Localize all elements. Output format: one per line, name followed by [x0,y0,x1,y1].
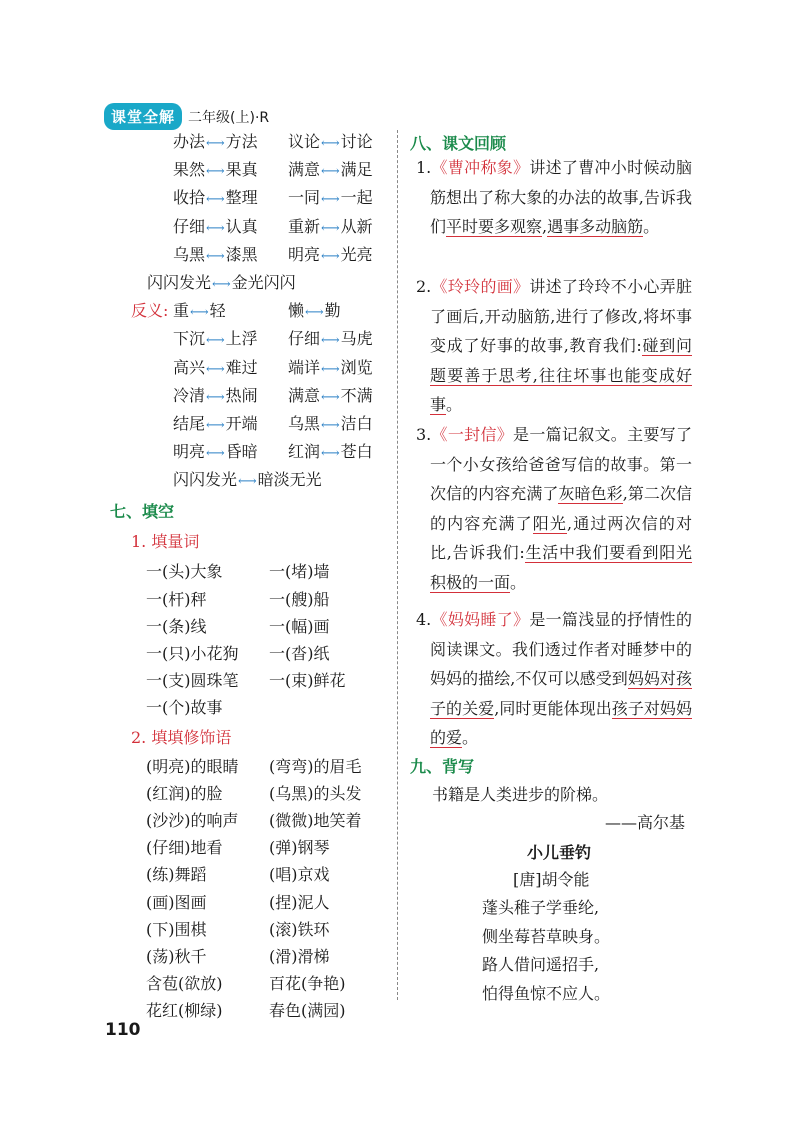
word: 冷清 [173,385,206,405]
word: 从新 [340,216,373,236]
fill-blank-item: 一(条)线 [146,616,207,636]
quote-text: 书籍是人类进步的阶梯。 [432,785,609,804]
review-item-1 [416,153,692,242]
grade-label: 二年级(上)·R [188,109,270,126]
antonym-label: 反义: [131,301,169,321]
fill-blank-item: (沙沙)的响声 [146,811,239,830]
word: 仔细 [173,216,206,236]
review-text: 是一篇浅显的抒情性的阅读课文。我们透过作者对睡梦中的妈妈的描绘,不仅可以感受到 [430,610,692,689]
section-8-title: 八、课文回顾 [410,134,507,153]
word-pair [288,439,373,462]
poem-line: 侧坐莓苔草映身。 [482,926,611,946]
word: 整理 [225,188,258,208]
fill-blank-item: 一(只)小花狗 [146,644,239,663]
word-pair [173,467,322,490]
word: 乌黑 [173,244,206,264]
fill-blank-item: (画)图画 [146,892,207,912]
word: 难过 [225,357,258,377]
poem-line: 怕得鱼惊不应人。 [482,983,611,1003]
review-num: 4. [416,610,432,629]
double-arrow-icon: ⟷ [321,192,340,208]
word: 懒 [288,301,305,321]
double-arrow-icon: ⟷ [206,136,225,151]
fill-blank-item: (明亮)的眼睛 [146,756,239,776]
double-arrow-icon: ⟷ [238,474,257,490]
word: 满意 [288,160,321,180]
double-arrow-icon: ⟷ [206,389,225,405]
double-arrow-icon: ⟷ [206,361,225,377]
word: 重 [173,301,190,321]
word-pair [288,326,373,349]
word-pair [173,185,258,208]
word: 洁白 [340,414,373,433]
word: 苍白 [340,442,373,462]
word-pair [147,270,296,293]
section-7-title: 七、填空 [110,502,175,522]
fill-blank-item: (练)舞蹈 [146,865,207,885]
double-arrow-icon: ⟷ [321,418,340,433]
word-pair [288,411,373,434]
review-item-2 [416,272,692,420]
fill-blank-item: (弹)钢琴 [269,838,330,858]
fill-blank-item: 一(堵)墙 [269,562,330,582]
lesson-title: 《妈妈睡了》 [431,610,530,629]
quote-author: ——高尔基 [605,813,686,832]
double-arrow-icon: ⟷ [206,164,225,180]
double-arrow-icon: ⟷ [206,418,225,433]
word: 下沉 [173,329,206,349]
review-text: , [542,217,548,237]
review-item-3 [416,420,692,598]
word: 果然 [173,160,206,180]
fill-blank-item: (仔细)地看 [146,838,223,858]
lesson-title: 《曹冲称象》 [431,158,530,177]
fill-blank-item: 一(艘)船 [269,589,330,609]
word: 马虎 [340,329,373,349]
double-arrow-icon: ⟷ [321,220,340,236]
word: 上浮 [225,329,258,349]
fill-blank-item: 一(沓)纸 [269,644,330,663]
word: 轻 [209,301,226,321]
double-arrow-icon: ⟷ [321,333,340,349]
word: 勤 [324,301,341,321]
series-logo: 课堂全解 [104,103,182,130]
fill-blank-item: 一(头)大象 [146,562,223,582]
fill-blank-item: 春色(满园) [269,1001,346,1021]
answer-underline: 孩子对妈妈的爱 [430,698,692,748]
fill-blank-item: 一(个)故事 [146,698,223,718]
word-pair [288,355,373,378]
word: 明亮 [288,244,321,264]
word-pair [173,355,258,378]
double-arrow-icon: ⟷ [305,305,324,321]
word: 浏览 [340,357,373,377]
word: 明亮 [173,442,206,462]
word-pair [288,185,373,208]
review-num: 3. [416,425,432,444]
word-pair [173,157,258,180]
page-header [104,103,269,130]
word: 认真 [225,216,258,236]
fill-blank-item: (荡)秋千 [146,947,207,966]
word: 果真 [225,160,258,180]
fill-blank-item: (红润)的脸 [146,783,223,803]
fill-blank-item: 百花(争艳) [269,974,346,994]
word: 乌黑 [288,414,321,433]
double-arrow-icon: ⟷ [321,136,340,151]
double-arrow-icon: ⟷ [321,361,340,377]
answer-underline: 遇事多动脑筋 [547,217,644,237]
fill-blank-item: (乌黑)的头发 [269,783,362,803]
word: 办法 [173,132,206,151]
fill-blank-item: (滚)铁环 [269,919,330,939]
subsection-title: 2. 填填修饰语 [131,727,232,747]
fill-blank-item: (滑)滑梯 [269,947,330,966]
word-pair [288,214,373,237]
word-pair [288,157,373,180]
review-text: 。 [510,572,527,592]
fill-blank-item: 一(杆)秤 [146,589,207,609]
answer-underline: 生活中我们要看到阳光积极的一面 [430,543,692,592]
word: 闪闪发光 [173,470,238,490]
review-text: 。 [643,217,660,237]
word-pair [173,214,258,237]
word-pair [173,242,258,265]
double-arrow-icon: ⟷ [321,164,340,180]
word: 结尾 [173,414,206,433]
fill-blank-item: 一(束)鲜花 [269,671,346,691]
word-pair [288,298,341,321]
word: 昏暗 [225,442,258,462]
double-arrow-icon: ⟷ [321,446,340,462]
word: 一同 [288,188,321,208]
double-arrow-icon: ⟷ [212,277,231,292]
review-item-4 [416,605,692,753]
fill-blank-item: (捏)泥人 [269,892,330,912]
word: 暗淡无光 [257,470,322,490]
review-text: ,第二次信的内容充满了 [430,484,692,533]
review-text: 。 [462,728,479,748]
fill-blank-item: (弯弯)的眉毛 [269,756,362,776]
double-arrow-icon: ⟷ [321,389,340,405]
word: 重新 [288,216,321,236]
word: 满足 [340,160,373,180]
word: 光亮 [340,244,373,264]
word: 满意 [288,385,321,405]
answer-underline: 妈妈对孩子的关爱 [430,669,692,718]
fill-blank-item: 一(支)圆珠笔 [146,671,239,691]
word-pair [173,326,258,349]
answer-underline: 碰到问题要善于思考,往往坏事也能变成好事 [430,336,692,415]
answer-underline: 平时要多观察 [446,217,543,237]
answer-underline: 阳光 [532,513,568,533]
double-arrow-icon: ⟷ [206,248,225,264]
word: 不满 [340,385,373,405]
fill-blank-item: 花红(柳绿) [146,1001,223,1021]
word: 讨论 [340,132,373,151]
word-pair [173,129,258,152]
poem-line: 路人借问遥招手, [482,955,600,974]
review-text: 讲述了玲玲不小心弄脏了画后,开动脑筋,进行了修改,将坏事变成了好事的故事,教育我们: [430,277,692,356]
word-pair [173,383,258,406]
word-pair [288,242,373,265]
lesson-title: 《玲玲的画》 [431,277,530,296]
review-text: ,通过两次信的对比,告诉我们: [430,513,692,563]
review-num: 2. [416,277,432,296]
column-divider [397,130,398,1000]
review-text: ,同时更能体现出 [494,698,612,718]
subsection-title: 1. 填量词 [131,532,200,552]
double-arrow-icon: ⟷ [206,220,225,236]
word-pair [288,129,373,152]
fill-blank-item: 含苞(欲放) [146,974,223,994]
double-arrow-icon: ⟷ [321,248,340,264]
word: 议论 [288,132,321,151]
answer-underline: 灰暗色彩 [558,484,623,504]
word: 收拾 [173,188,206,208]
word: 仔细 [288,329,321,349]
word: 高兴 [173,357,206,377]
fill-blank-item: (唱)京戏 [269,865,330,885]
double-arrow-icon: ⟷ [206,333,225,349]
fill-blank-item: (下)围棋 [146,919,207,939]
word-pair [173,439,258,462]
poem-line: 蓬头稚子学垂纶, [482,898,600,917]
word: 端详 [288,357,321,377]
lesson-title: 《一封信》 [431,425,514,444]
word: 方法 [225,132,258,151]
word: 热闹 [225,385,258,405]
word: 漆黑 [225,244,258,264]
double-arrow-icon: ⟷ [190,305,209,321]
review-text: 是一篇记叙文。主要写了一个小女孩给爸爸写信的故事。第一次信的内容充满了 [430,425,692,504]
word: 开端 [225,414,258,433]
word-pair [173,298,226,321]
word: 一起 [340,188,373,208]
review-text: 讲述了曹冲小时候动脑筋想出了称大象的办法的故事,告诉我们 [430,158,692,237]
fill-blank-item: 一(幅)画 [269,616,330,636]
section-9-title: 九、背写 [410,757,475,776]
review-text: 。 [446,395,463,415]
poem-title: 小儿垂钓 [527,843,592,862]
word-pair [288,383,373,406]
double-arrow-icon: ⟷ [206,192,225,208]
word: 闪闪发光 [147,273,212,292]
word-pair [173,411,258,434]
review-num: 1. [416,158,432,177]
double-arrow-icon: ⟷ [206,446,225,462]
page-number: 110 [105,1020,141,1040]
fill-blank-item: (微微)地笑着 [269,811,362,830]
word: 红润 [288,442,321,462]
word: 金光闪闪 [231,273,296,292]
poem-author: [唐]胡令能 [513,870,590,889]
